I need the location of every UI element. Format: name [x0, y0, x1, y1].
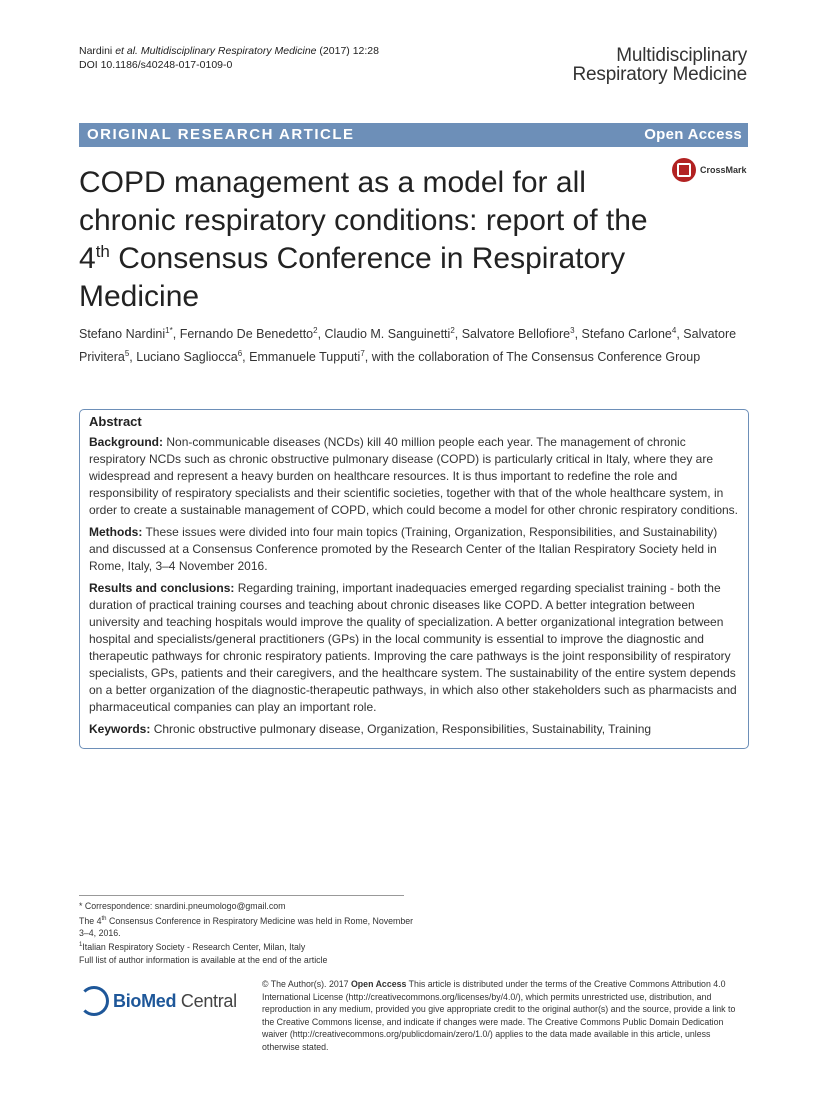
doi-link[interactable]: DOI 10.1186/s40248-017-0109-0 [79, 59, 233, 71]
conference-note: The 4th Consensus Conference in Respiratory Medicine was held in Rome, November 3–4, 2016. [79, 915, 414, 938]
citation-header [79, 44, 379, 72]
abstract-box [79, 409, 749, 749]
abstract-methods: Methods: These issues were divided into four main topics (Training, Organization, Responsibilities, and Sustainability) and discussed at a Consensus Conference promoted by the Research Center of the Italian Respiratory Society held in Rome, Italy, 3–4 November 2016. [89, 525, 718, 573]
citation-volume: (2017) 12:28 [316, 45, 379, 57]
author[interactable]: Stefano Nardini$^{1*}$ [79, 326, 173, 342]
crossmark-label: CrossMark [700, 165, 747, 175]
author[interactable]: Salvatore Bellofiore$^3$ [461, 326, 575, 342]
citation-journal: et al. Multidisciplinary Respiratory Medicine [115, 45, 317, 57]
author[interactable]: Claudio M. Sanguinetti$^2$ [324, 326, 455, 342]
affiliation-note: $^1$Italian Respiratory Society - Research Center, Milan, Italy [79, 942, 306, 953]
author[interactable]: Emmanuele Tupputi$^7$ [249, 349, 365, 365]
journal-name-line1: Multidisciplinary [616, 45, 747, 66]
biomed-central-icon [79, 986, 109, 1016]
author[interactable]: Luciano Sagliocca$^6$ [136, 349, 243, 365]
journal-name-line2: Respiratory Medicine [572, 64, 747, 85]
full-list-note: Full list of author information is available at the end of the article [79, 954, 328, 965]
footnote-divider [79, 895, 404, 896]
article-type-banner [79, 123, 748, 147]
author[interactable]: Salvatore Privitera$^5$ [79, 327, 737, 365]
biomed-central-logo[interactable] [79, 986, 237, 1016]
biomed-central-wordmark: BioMed Central [113, 990, 237, 1011]
author[interactable]: Stefano Carlone$^4$ [581, 326, 677, 342]
abstract-results: Results and conclusions: Regarding training, important inadequacies emerged regarding specialist training - both the duration of practical training courses and teaching about chronic diseases like COPD. A better integration between university and teaching hospitals would improve the quality of specialization. A better organizational integration between hospital and specialists/general practitioners (GPs) in the local community is essential to improve the diagnostic and therapeutic pathways for chronic respiratory patients. Improving the care pathways is the joint responsibility of respiratory specialists, GPs, patients and their caregivers, and the healthcare system. The sustainability of the entire system depends on a better organization of the diagnostic-therapeutic pathways, in which also other stakeholders such as pharmacists and pharmaceutical companies can play an important role. [89, 581, 737, 714]
crossmark-badge[interactable] [672, 158, 747, 182]
authors-collaboration: with the collaboration of The Consensus Conference Group [371, 350, 701, 365]
license-statement: © The Author(s). 2017 Open Access This article is distributed under the terms of the Creative Commons Attribution 4.0 International License (http://creativecommons.org/licenses/by/4.0/), which permits unrestricted use, distribution, and reproduction in any medium, provided you give appropriate credit to the original author(s) and the source, provide a link to the Creative Commons license, and indicate if changes were made. The Creative Commons Public Domain Dedication waiver (http://creativecommons.org/publicdomain/zero/1.0/) applies to the data made available in this article, unless otherwise stated. [262, 979, 736, 1052]
abstract-heading: Abstract [89, 414, 142, 429]
title-text-1: COPD management as a model for all chronic respiratory conditions: report of the 4 [79, 166, 648, 275]
journal-logo [573, 46, 747, 84]
author[interactable]: Fernando De Benedetto$^2$ [179, 326, 318, 342]
title-text-2: Consensus Conference in Respiratory Medicine [79, 242, 626, 313]
footnotes [79, 900, 419, 966]
citation-authors: Nardini [79, 45, 116, 57]
title-sup: th [95, 242, 110, 261]
abstract-background: Background: Non-communicable diseases (NCDs) kill 40 million people each year. The management of chronic respiratory NCDs such as chronic obstructive pulmonary disease (COPD) is particularly critical in Italy, where they are widespread and represent a heavy burden on healthcare resources. It is thus important to redefine the role and responsibility of respiratory specialists and their scientific societies, together with that of the whole healthcare system, in order to create a sustainable management of COPD, which could become a model for other chronic respiratory conditions. [89, 435, 738, 517]
citation-line [79, 44, 379, 58]
open-access-label: Open Access [644, 126, 742, 143]
abstract-keywords: Keywords: Chronic obstructive pulmonary disease, Organization, Responsibilities, Sustainability, Training [89, 722, 652, 736]
article-type: ORIGINAL RESEARCH ARTICLE [87, 126, 355, 143]
article-title [79, 164, 679, 316]
author-list: Stefano Nardini$^{1*}$, Fernando De Benedetto$^2$, Claudio M. Sanguinetti$^2$, Salvatore Bellofiore$^3$, Stefano Carlone$^4$, Salvatore Privitera$^5$, Luciano Sagliocca$^6$, Emmanuele Tupputi$^7$, with the collaboration of The Consensus Conference Group [79, 326, 737, 365]
correspondence-email[interactable]: * Correspondence: snardini.pneumologo@gmail.com [79, 901, 286, 911]
